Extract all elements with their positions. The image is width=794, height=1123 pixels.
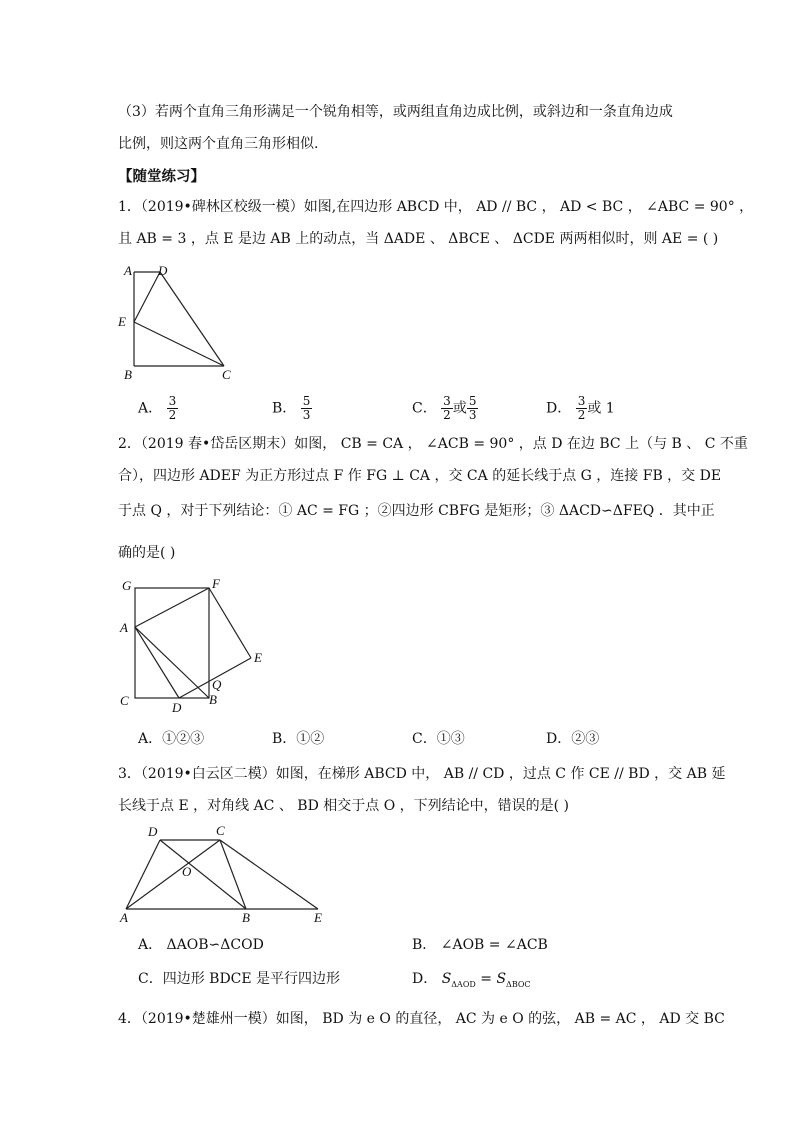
q1-segment-ec <box>134 322 224 366</box>
q3-segment-ce <box>220 840 318 909</box>
q3-label-e: E <box>314 910 322 925</box>
q3-label-a: A <box>120 910 128 925</box>
q2-line-1: 2．（2019 春•岱岳区期末）如图， CB = CA ， ∠ACB = 90° ，点 D 在边 BC 上（与 B 、 C 不重 <box>118 436 748 452</box>
q1-label-e: E <box>118 314 126 329</box>
q1-segment-de <box>134 272 160 322</box>
q1-figure <box>112 262 242 384</box>
q3-option-a[interactable]: A． ΔAOB∽ΔCOD <box>138 937 264 953</box>
q4-line-1: 4．（2019•楚雄州一模）如图， BD 为 e O 的直径， AC 为 e O 的弦， AB = AC ， AD 交 BC <box>118 1011 725 1027</box>
q3-label-o: O <box>182 864 192 879</box>
q1-label-b: B <box>124 367 132 382</box>
q2-option-d[interactable]: D．②③ <box>546 731 600 747</box>
q2-label-c: C <box>120 693 129 708</box>
section-title: 【随堂练习】 <box>118 168 205 185</box>
q1-option-a[interactable]: A． $\frac{3}{2}$ <box>138 394 177 422</box>
q3-option-d[interactable]: D． $S_{\Delta AOD} = S_{\Delta BOC}$ <box>412 971 531 989</box>
q3-label-b: B <box>242 910 250 925</box>
q2-option-c[interactable]: C．①③ <box>412 731 465 747</box>
q2-label-b: B <box>209 692 217 707</box>
q2-figure <box>112 574 272 716</box>
q2-option-a[interactable]: A．①②③ <box>138 731 205 747</box>
q3-label-d: D <box>148 824 158 839</box>
q2-line-3: 于点 Q ，对于下列结论：① AC = FG ；②四边形 CBFG 是矩形；③ ΔACD∽ΔFEQ ．其中正 <box>118 503 715 519</box>
q3-line-2: 长线于点 E ，对角线 AC 、 BD 相交于点 O ，下列结论中，错误的是( ) <box>118 798 570 814</box>
q2-label-a: A <box>120 620 128 635</box>
q1-option-b[interactable]: B． $\frac{5}{3}$ <box>272 394 311 422</box>
q2-label-f: F <box>212 576 220 591</box>
q3-option-c[interactable]: C．四边形 BDCE 是平行四边形 <box>138 971 341 987</box>
q2-segment-ef <box>209 588 251 658</box>
intro-line-1: （3）若两个直角三角形满足一个锐角相等，或两组直角边成比例，或斜边和一条直角边成 <box>118 104 673 120</box>
q2-option-b[interactable]: B．①② <box>272 731 325 747</box>
q1-line-2: 且 AB = 3 ，点 E 是边 AB 上的动点，当 ΔADE 、 ΔBCE 、 ΔCDE 两两相似时，则 AE = ( ) <box>118 231 719 247</box>
q2-line-2: 合），四边形 ADEF 为正方形过点 F 作 FG ⊥ CA ，交 CA 的延长线于点 G ，连接 FB ，交 DE <box>118 468 722 484</box>
q1-line-1: 1．（2019•碑林区校级一模）如图,在四边形 ABCD 中， AD // BC ， AD < BC ， ∠ABC = 90° ， <box>118 199 754 215</box>
q2-label-g: G <box>122 578 132 593</box>
q3-figure <box>112 822 334 926</box>
q1-label-c: C <box>222 367 231 382</box>
q1-label-d: D <box>158 263 168 278</box>
q3-option-b[interactable]: B． ∠AOB = ∠ACB <box>412 937 548 953</box>
q2-label-q: Q <box>212 677 222 692</box>
intro-line-2: 比例，则这两个直角三角形相似. <box>118 136 319 152</box>
q2-rectangle-cbfg <box>135 588 209 698</box>
q2-line-4: 确的是( ) <box>118 545 176 561</box>
q1-label-a: A <box>124 263 132 278</box>
q2-label-e: E <box>254 650 262 665</box>
q3-segment-ad <box>126 840 160 909</box>
q2-label-d: D <box>172 700 182 715</box>
q2-segment-fa <box>135 588 209 627</box>
q1-option-c[interactable]: C． $\frac{3}{2}$ 或 $\frac{5}{3}$ <box>412 394 477 422</box>
q3-line-1: 3．（2019•白云区二模）如图，在梯形 ABCD 中， AB // CD ，过点 C 作 CE // BD ，交 AB 延 <box>118 766 726 782</box>
q1-option-d[interactable]: D． $\frac{3}{2}$ 或 1 <box>546 394 615 422</box>
q3-label-c: C <box>216 823 225 838</box>
q1-segment-dc <box>160 272 224 366</box>
